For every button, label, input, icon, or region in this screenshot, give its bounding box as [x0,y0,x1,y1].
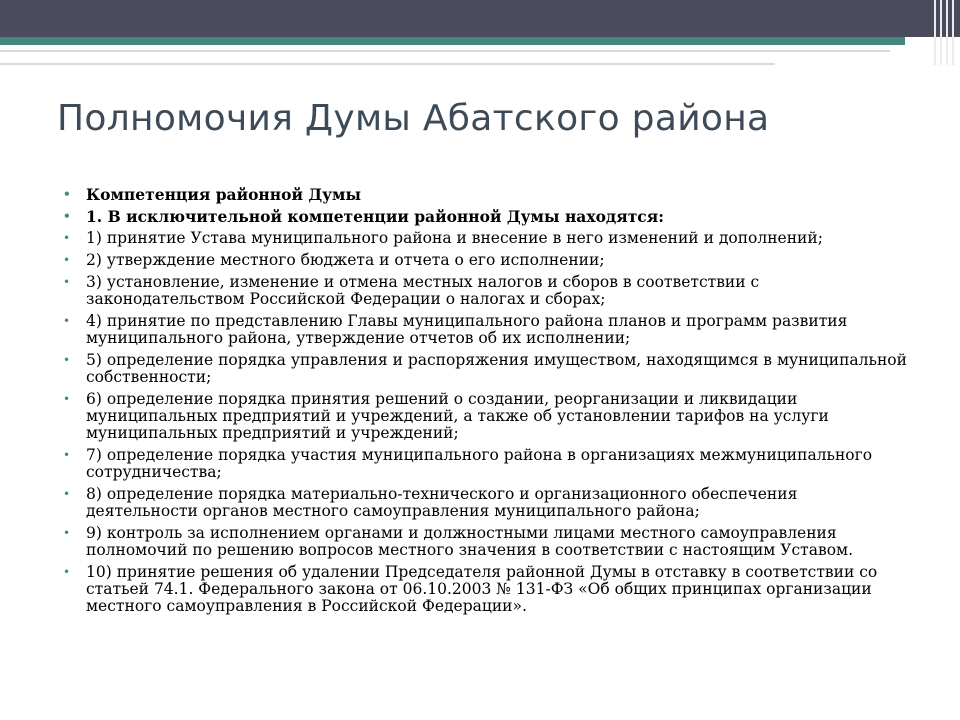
bullet-marker: • [63,448,71,462]
bullet-marker: • [63,275,71,289]
bullet-item [58,564,908,615]
bullet-text: Компетенция районной Думы [86,185,362,204]
bullet-text: 6) определение порядка принятия решений о создании, реорганизации и ликвидации муниципальных предприятий и учреждений, а также об установлении тарифов на услуги муниципальных предприятий и учреждений; [86,390,829,442]
bullet-text: 7) определение порядка участия муниципального района в организациях межмуниципального сотрудничества; [86,446,873,481]
bullet-text: 3) установление, изменение и отмена местных налогов и сборов в соответствии с законодательством Российской Федерации о налогах и сборах; [86,273,760,308]
bullet-marker: • [63,187,71,201]
bullet-text: 4) принятие по представлению Главы муниципального района планов и программ развития муниципального района, утверждение отчетов об их исполнении; [86,312,848,347]
bullet-marker: • [63,253,71,267]
slide-title: Полномочия Думы Абатского района [57,98,770,139]
bullet-marker: • [63,231,71,245]
bullet-marker: • [63,314,71,328]
bullet-marker: • [63,392,71,406]
bullet-item [58,447,908,481]
bullet-item [58,391,908,442]
bullet-item [58,230,908,247]
bullet-marker: • [63,565,71,579]
bullet-marker: • [63,353,71,367]
bullet-marker: • [63,209,71,223]
decorative-line [0,50,890,52]
bullet-item [58,486,908,520]
bullet-item [58,186,908,203]
bullet-text: 5) определение порядка управления и распоряжения имуществом, находящимся в муниципальной собственности; [86,351,907,386]
bullet-text: 8) определение порядка материально-технического и организационного обеспечения деятельности органов местного самоуправления муниципального района; [86,485,798,520]
bullet-text: 10) принятие решения об удалении Председателя районной Думы в отставку в соответствии со статьей 74.1. Федерального закона от 06.10.2003 № 131-ФЗ «Об общих принципах организации местного самоуправления в Российской Федерации». [86,563,878,615]
bullet-marker: • [63,487,71,501]
top-decorative-band [0,0,960,37]
bullet-text: 9) контроль за исполнением органами и должностными лицами местного самоуправления полномочий по решению вопросов местного значения в соответствии с настоящим Уставом. [86,524,854,559]
bullet-list [58,186,908,620]
decorative-line [0,63,775,65]
bullet-item [58,352,908,386]
bullet-item [58,313,908,347]
bullet-text: 1) принятие Устава муниципального района и внесение в него изменений и дополнений; [86,229,823,247]
bullet-text: 2) утверждение местного бюджета и отчета о его исполнении; [86,251,605,269]
right-decorative-lines [930,0,960,65]
accent-bar [0,37,905,45]
bullet-item [58,252,908,269]
bullet-item [58,525,908,559]
bullet-marker: • [63,526,71,540]
bullet-item [58,208,908,225]
bullet-text: 1. В исключительной компетенции районной Думы находятся: [86,207,664,226]
bullet-item [58,274,908,308]
